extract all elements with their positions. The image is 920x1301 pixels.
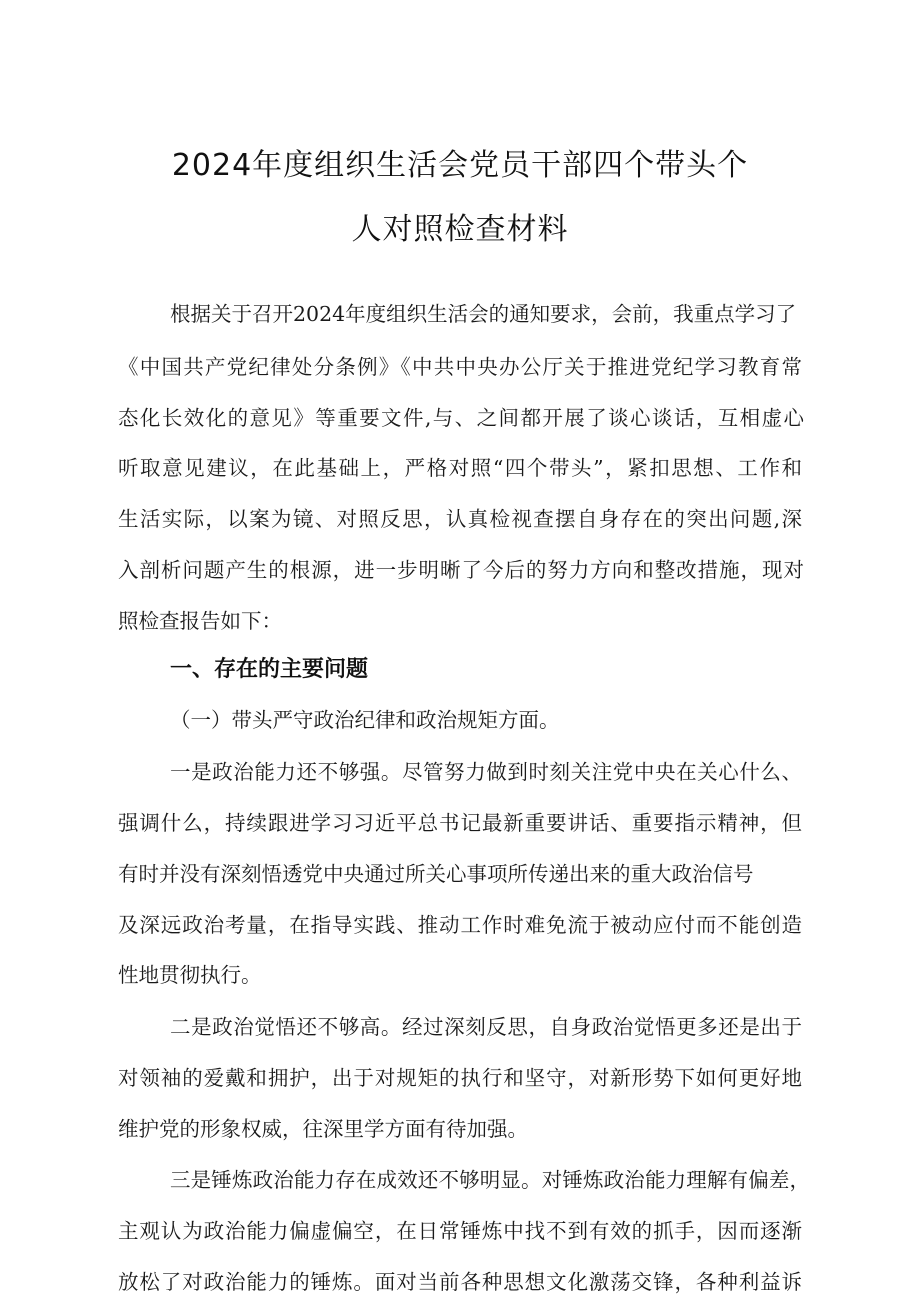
document-title-line-2: 人对照检查材料	[351, 212, 569, 247]
text-line: 照检查报告如下：	[118, 608, 282, 633]
text-line: 强调什么，持续跟进学习习近平总书记最新重要讲话、重要指示精神，但	[118, 810, 802, 835]
text-line: 一是政治能力还不够强。尽管努力做到时刻关注党中央在关心什么、	[170, 760, 802, 785]
text-line: 二是政治觉悟还不够高。经过深刻反思，自身政治觉悟更多还是出于	[170, 1015, 802, 1040]
text-line: 主观认为政治能力偏虚偏空，在日常锤炼中找不到有效的抓手，因而逐渐	[118, 1219, 802, 1244]
text-line: 《中国共产党纪律处分条例》《中共中央办公厅关于推进党纪学习教育常	[118, 354, 802, 379]
text-line: 放松了对政治能力的锤炼。面对当前各种思想文化激荡交锋，各种利益诉	[118, 1270, 802, 1295]
section-heading: 一、存在的主要问题	[170, 656, 369, 682]
text-line: 性地贯彻执行。	[118, 963, 262, 988]
text-line: 三是锤炼政治能力存在成效还不够明显。对锤炼政治能力理解有偏差，	[170, 1168, 810, 1193]
text-line: 有时并没有深刻悟透党中央通过所关心事项所传递出来的重大政治信号	[118, 861, 754, 886]
text-line: 听取意见建议，在此基础上，严格对照“四个带头”，紧扣思想、工作和	[118, 456, 802, 481]
text-line: 根据关于召开2024年度组织生活会的通知要求，会前，我重点学习了	[170, 302, 797, 326]
subsection-heading: （一）带头严守政治纪律和政治规矩方面。	[170, 708, 560, 733]
text-line: 入剖析问题产生的根源，进一步明晰了今后的努力方向和整改措施，现对	[118, 557, 804, 582]
text-line: 维护党的形象权威，往深里学方面有待加强。	[118, 1116, 528, 1141]
text-line: 生活实际，以案为镜、对照反思，认真检视查摆自身存在的突出问题,深	[118, 507, 802, 532]
text-line: 及深远政治考量，在指导实践、推动工作时难免流于被动应付而不能创造	[118, 912, 802, 937]
document-title-line-1: 2024年度组织生活会党员干部四个带头个	[171, 148, 749, 183]
text-line: 态化长效化的意见》等重要文件,与、之间都开展了谈心谈话，互相虚心	[118, 405, 804, 430]
text-line: 对领袖的爱戴和拥护，出于对规矩的执行和坚守，对新形势下如何更好地	[118, 1065, 802, 1090]
